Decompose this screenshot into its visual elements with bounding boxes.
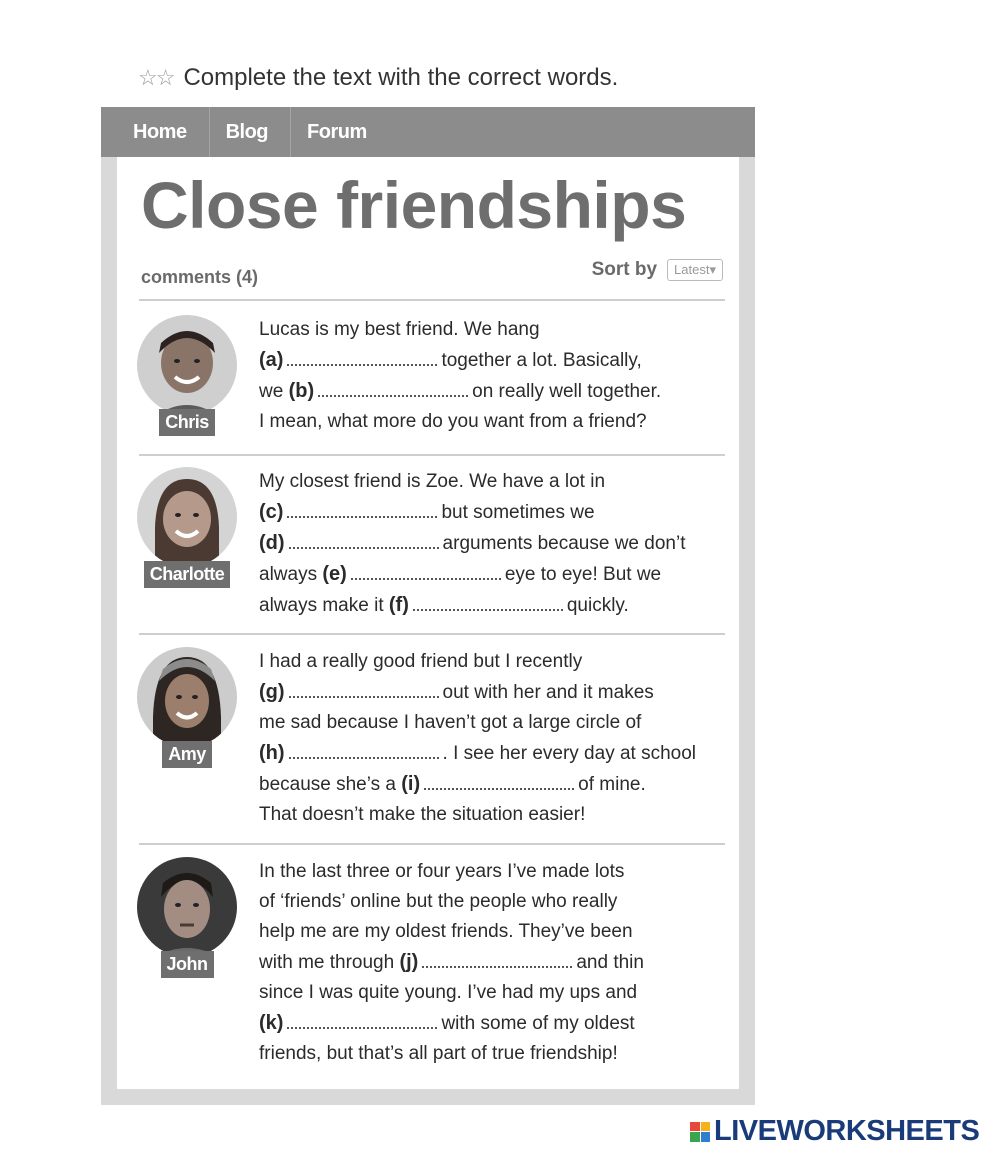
answer-blank[interactable] (289, 684, 439, 698)
comment-segment: because she’s a (259, 774, 402, 795)
blog-frame (101, 107, 755, 1105)
comment-line (259, 559, 719, 590)
avatar (137, 467, 237, 567)
comment-line (259, 497, 719, 528)
sort-label: Sort by (591, 259, 658, 280)
comment-segment: with me through (259, 952, 400, 973)
instruction-text: Complete the text with the correct words. (183, 64, 619, 91)
comment-segment: quickly. (566, 595, 629, 616)
comment-segment: of mine. (578, 774, 646, 795)
answer-blank[interactable] (287, 352, 437, 366)
comment-line (259, 315, 719, 345)
page-title: Close friendships (141, 168, 687, 242)
gap-letter: (a) (259, 349, 284, 371)
gap-letter: (g) (259, 681, 285, 703)
answer-blank[interactable] (287, 504, 437, 518)
answer-blank[interactable] (422, 954, 572, 968)
comment-segment: I had a really good friend but I recently (259, 651, 583, 672)
liveworksheets-logo (690, 1115, 979, 1148)
comment-line (259, 590, 719, 621)
nav-home-link[interactable]: Home (117, 107, 210, 157)
answer-blank[interactable] (289, 745, 439, 759)
divider (139, 454, 725, 456)
gap-letter: (f) (388, 594, 409, 616)
comment-line (259, 467, 719, 497)
sort-control (592, 259, 723, 281)
sort-dropdown[interactable]: Latest▾ (667, 259, 723, 281)
name-badge (135, 409, 239, 436)
answer-blank[interactable] (351, 566, 501, 580)
comment-segment: My closest friend is Zoe. We have a lot in (259, 471, 606, 492)
comment-line (259, 528, 719, 559)
divider (139, 843, 725, 845)
comment-line (259, 800, 719, 830)
comment-segment: with some of my oldest (441, 1013, 635, 1034)
comment-segment: Lucas is my best friend. We hang (259, 319, 540, 340)
comment-segment: on really well together. (472, 381, 662, 402)
comment-line (259, 647, 719, 677)
comment-line (259, 887, 719, 917)
answer-blank[interactable] (287, 1015, 437, 1029)
comment-line (259, 345, 719, 376)
gap-letter: (d) (259, 532, 285, 554)
commenter-name: John (161, 951, 214, 978)
nav-forum-link[interactable]: Forum (307, 121, 367, 143)
comment-line (259, 708, 719, 738)
comment-line (259, 376, 719, 407)
comment-line (259, 917, 719, 947)
comment-segment: arguments because we don’t (442, 533, 686, 554)
answer-blank[interactable] (318, 383, 468, 397)
avatar (137, 857, 237, 957)
comment-segment: me sad because I haven’t got a large circle of (259, 712, 642, 733)
nav-bar (101, 107, 755, 157)
divider (139, 633, 725, 635)
divider (139, 299, 725, 301)
avatar (137, 315, 237, 415)
comment-segment: and thin (576, 952, 644, 973)
logo-icon (690, 1122, 710, 1142)
comment-segment: That doesn’t make the situation easier! (259, 804, 586, 825)
comment-text (259, 857, 719, 1069)
comment-segment: I mean, what more do you want from a friend? (259, 411, 647, 432)
commenter-name: Chris (159, 409, 215, 436)
gap-letter: (h) (259, 742, 285, 764)
comment-line (259, 677, 719, 708)
comment-text (259, 647, 719, 830)
comment-segment: . I see her every day at school (442, 743, 697, 764)
comment-text (259, 467, 719, 621)
comment-line (259, 857, 719, 887)
comment-segment: always make it (259, 595, 389, 616)
comment-line (259, 947, 719, 978)
answer-blank[interactable] (424, 776, 574, 790)
instruction (138, 64, 618, 92)
comment-segment: together a lot. Basically, (441, 350, 642, 371)
comment-line (259, 978, 719, 1008)
name-badge (135, 741, 239, 768)
gap-letter: (j) (399, 951, 419, 973)
commenter-name: Amy (162, 741, 212, 768)
name-badge (135, 561, 239, 588)
comment-segment: but sometimes we (441, 502, 595, 523)
comment-segment: friends, but that’s all part of true friendship! (259, 1043, 618, 1064)
comment-line (259, 738, 719, 769)
content-panel (117, 157, 739, 1089)
gap-letter: (e) (322, 563, 347, 585)
answer-blank[interactable] (413, 597, 563, 611)
comment-segment: help me are my oldest friends. They’ve been (259, 921, 633, 942)
nav-blog-link[interactable]: Blog (210, 107, 291, 157)
commenter-name: Charlotte (144, 561, 231, 588)
comment-line (259, 1039, 719, 1069)
brand-name: LIVEWORKSHEETS (714, 1115, 980, 1147)
comment-segment: eye to eye! But we (504, 564, 662, 585)
comment-segment: of ‘friends’ online but the people who really (259, 891, 618, 912)
gap-letter: (c) (259, 501, 284, 523)
comment-segment: we (259, 381, 289, 402)
comment-segment: always (259, 564, 323, 585)
comments-count: comments (4) (141, 267, 259, 287)
gap-letter: (b) (288, 380, 315, 402)
gap-letter: (i) (401, 773, 421, 795)
comment-line (259, 1008, 719, 1039)
avatar (137, 647, 237, 747)
gap-letter: (k) (259, 1012, 284, 1034)
name-badge (135, 951, 239, 978)
comment-segment: In the last three or four years I’ve made lots (259, 861, 625, 882)
comment-line (259, 407, 719, 437)
comment-segment: since I was quite young. I’ve had my ups and (259, 982, 638, 1003)
difficulty-stars-icon: ☆☆ (138, 65, 174, 90)
comment-line (259, 769, 719, 800)
comment-segment: out with her and it makes (442, 682, 654, 703)
comment-text (259, 315, 719, 437)
answer-blank[interactable] (289, 535, 439, 549)
